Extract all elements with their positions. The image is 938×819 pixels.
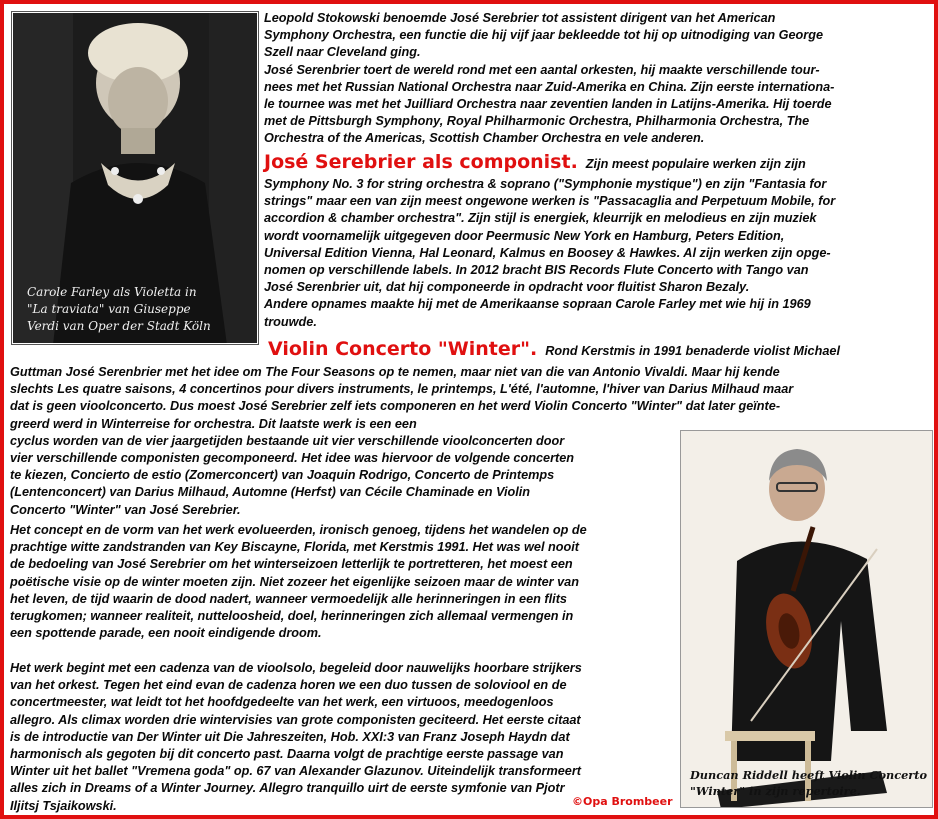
text-line: Zijn meest populaire werken zijn zijn bbox=[585, 157, 806, 171]
text-line: accordion & chamber orchestra". Zijn stijl is energiek, kleurrijk en melodieus en zijn muziek bbox=[264, 211, 817, 226]
text-line: harmonisch als gegoten bij dit concerto past. Daarna volgt de prachtige eerste passage van bbox=[10, 747, 564, 762]
work-paragraph bbox=[10, 660, 582, 815]
text-line: strings" maar een van zijn meest ongewone werken is "Passacaglia and Perpetuum Mobile, for bbox=[264, 194, 836, 209]
text-line: Concerto "Winter" van José Serebrier. bbox=[10, 502, 241, 517]
violin-heading-line bbox=[10, 336, 840, 364]
copyright-notice: ©Opa Brombeer bbox=[572, 795, 673, 808]
composer-section bbox=[264, 150, 835, 331]
text-line: dat is geen vioolconcerto. Dus moest José Serebrier zelf iets componeren en het werd Violin Concerto "Winter" dat later geïnte- bbox=[10, 399, 781, 414]
text-line: Het concept en de vorm van het werk evolueerden, ironisch genoeg, tijdens het wandelen op de bbox=[10, 523, 587, 537]
text-line: José Serenbrier toert de wereld rond met een aantal orkesten, hij maakte verschillende tour- bbox=[264, 62, 820, 77]
text-line: te kiezen, Concierto de estio (Zomerconcert) van Joaquin Rodrigo, Concerto de Printemps bbox=[10, 468, 555, 483]
text-line: Winter uit het ballet "Vremena goda" op. 67 van Alexander Glazunov. Uiteindelijk transformeert bbox=[10, 764, 582, 779]
text-line: de bedoeling van José Serebrier om het winterseizoen letterlijk te portretteren, het moest een bbox=[10, 557, 573, 572]
text-line: Iljitsj Tsjaikowski. bbox=[10, 798, 117, 813]
text-line: een spottende parade, een nooit eindigende droom. bbox=[10, 626, 322, 641]
text-line: alles zich in Dreams of a Winter Journey. Allegro tranquillo uirt de eerste symfonie van Pjotr bbox=[10, 781, 565, 796]
text-line: nees met het Russian National Orchestra naar Zuid-Amerika en China. Zijn eerste internationa- bbox=[264, 79, 835, 94]
text-line: Szell naar Cleveland ging. bbox=[264, 45, 421, 60]
caption-line: "La traviata" van Giuseppe bbox=[27, 302, 191, 316]
text-line: Orchestra of the Americas, Scottish Chamber Orchestra en vele anderen. bbox=[264, 131, 705, 146]
text-line: van het orkest. Tegen het eind evan de cadenza horen we een duo tussen de soloviool en de bbox=[10, 678, 567, 693]
photo-carole-farley bbox=[12, 12, 258, 344]
text-line: Andere opnames maakte hij met de Amerikaanse sopraan Carole Farley met wie hij in 1969 bbox=[264, 297, 811, 312]
text-line: nomen op verschillende labels. In 2012 bracht BIS Records Flute Concerto with Tango van bbox=[264, 263, 809, 278]
caption-line: Verdi van Oper der Stadt Köln bbox=[27, 319, 211, 333]
text-line: Guttman José Serenbrier met het idee om The Four Seasons op te nemen, maar niet van die van Antonio Vivaldi. Maar hij kende bbox=[10, 365, 780, 379]
text-line: poëtische visie op de winter moeten zijn. Niet zozeer het eigenlijke seizoen maar de winter van bbox=[10, 574, 579, 589]
text-line: concertmeester, wat leidt tot het hoofdgedeelte van het werk, een virtuoos, meedogenloos bbox=[10, 695, 554, 710]
photo-duncan-riddell bbox=[680, 430, 933, 808]
text-line: trouwde. bbox=[264, 314, 317, 329]
text-line: Symphony No. 3 for string orchestra & soprano ("Symphonie mystique") en zijn "Fantasia for bbox=[264, 177, 827, 191]
text-line: Het werk begint met een cadenza van de vioolsolo, begeleid door nauwelijks hoorbare strijkers bbox=[10, 661, 582, 675]
violin-heading: Violin Concerto "Winter". bbox=[268, 338, 538, 360]
text-line: le tournee was met het Juilliard Orchestra naar zeventien landen in Latijns-Amerika. Hij toerde bbox=[264, 97, 832, 112]
text-line: is de introductie van Der Winter uit Die Jahreszeiten, Hob. XXI:3 van Franz Joseph Haydn dat bbox=[10, 729, 570, 744]
text-line: prachtige witte zandstranden van Key Biscayne, Florida, met Kerstmis 1991. Het was wel nooit bbox=[10, 540, 579, 555]
caption-line: Carole Farley als Violetta in bbox=[27, 285, 197, 299]
text-line: cyclus worden van de vier jaargetijden bestaande uit vier verschillende vioolconcerten door bbox=[10, 433, 565, 448]
text-line: terugkomen; wanneer realiteit, nutteloosheid, doel, herinneringen zich allemaal vermengen in bbox=[10, 609, 574, 624]
caption-line: "Winter" in zijn repertoire. bbox=[690, 784, 861, 798]
concept-paragraph bbox=[10, 522, 587, 642]
text-line: Rond Kerstmis in 1991 benaderde violist Michael bbox=[545, 344, 840, 358]
text-line: Symphony Orchestra, een functie die hij vijf jaar bekleedde tot hij op uitnodiging van George bbox=[264, 28, 824, 43]
photo-caption bbox=[27, 284, 211, 335]
caption-line: Duncan Riddell heeft Violin Concerto bbox=[690, 768, 927, 782]
photo-caption bbox=[690, 767, 927, 799]
text-line: (Lentenconcert) van Darius Milhaud, Automne (Herfst) van Cécile Chaminade en Violin bbox=[10, 485, 531, 500]
text-line: vier verschillende componisten gecomponeerd. Het idee was hiervoor de volgende concerten bbox=[10, 451, 575, 466]
intro-paragraph bbox=[264, 10, 834, 148]
text-line: Universal Edition Vienna, Hal Leonard, Kalmus en Boosey & Hawkes. Al zijn werken zijn opge- bbox=[264, 245, 831, 260]
text-line: met de Pittsburgh Symphony, Royal Philharmonic Orchestra, Philharmonia Orchestra, The bbox=[264, 114, 810, 129]
text-line: greerd werd in Winterreise for orchestra. Dit laatste werk is een een bbox=[10, 416, 417, 431]
composer-heading: José Serebrier als componist. bbox=[264, 151, 578, 173]
violinist-illustration bbox=[681, 431, 933, 808]
composer-heading-line bbox=[264, 150, 835, 176]
text-line: het leven, de tijd waarin de dood nadert, wanneer vermoedelijk alle herinneringen in een flits bbox=[10, 591, 567, 606]
text-line: Leopold Stokowski benoemde José Serebrier tot assistent dirigent van het American bbox=[264, 11, 776, 25]
text-line: José Serenbrier uit, dat hij componeerde in opdracht voor fluitist Sharon Bezaly. bbox=[264, 280, 750, 295]
text-line: allegro. Als climax worden drie wintervisies van grote componisten geciteerd. Het eerste citaat bbox=[10, 712, 581, 727]
text-line: slechts Les quatre saisons, 4 concertinos pour divers instruments, le printemps, L'été, l'automne, l'hiver van Darius Milhaud maar bbox=[10, 382, 794, 397]
text-line: wordt voornamelijk uitgegeven door Peermusic New York en Hamburg, Peters Edition, bbox=[264, 228, 785, 243]
